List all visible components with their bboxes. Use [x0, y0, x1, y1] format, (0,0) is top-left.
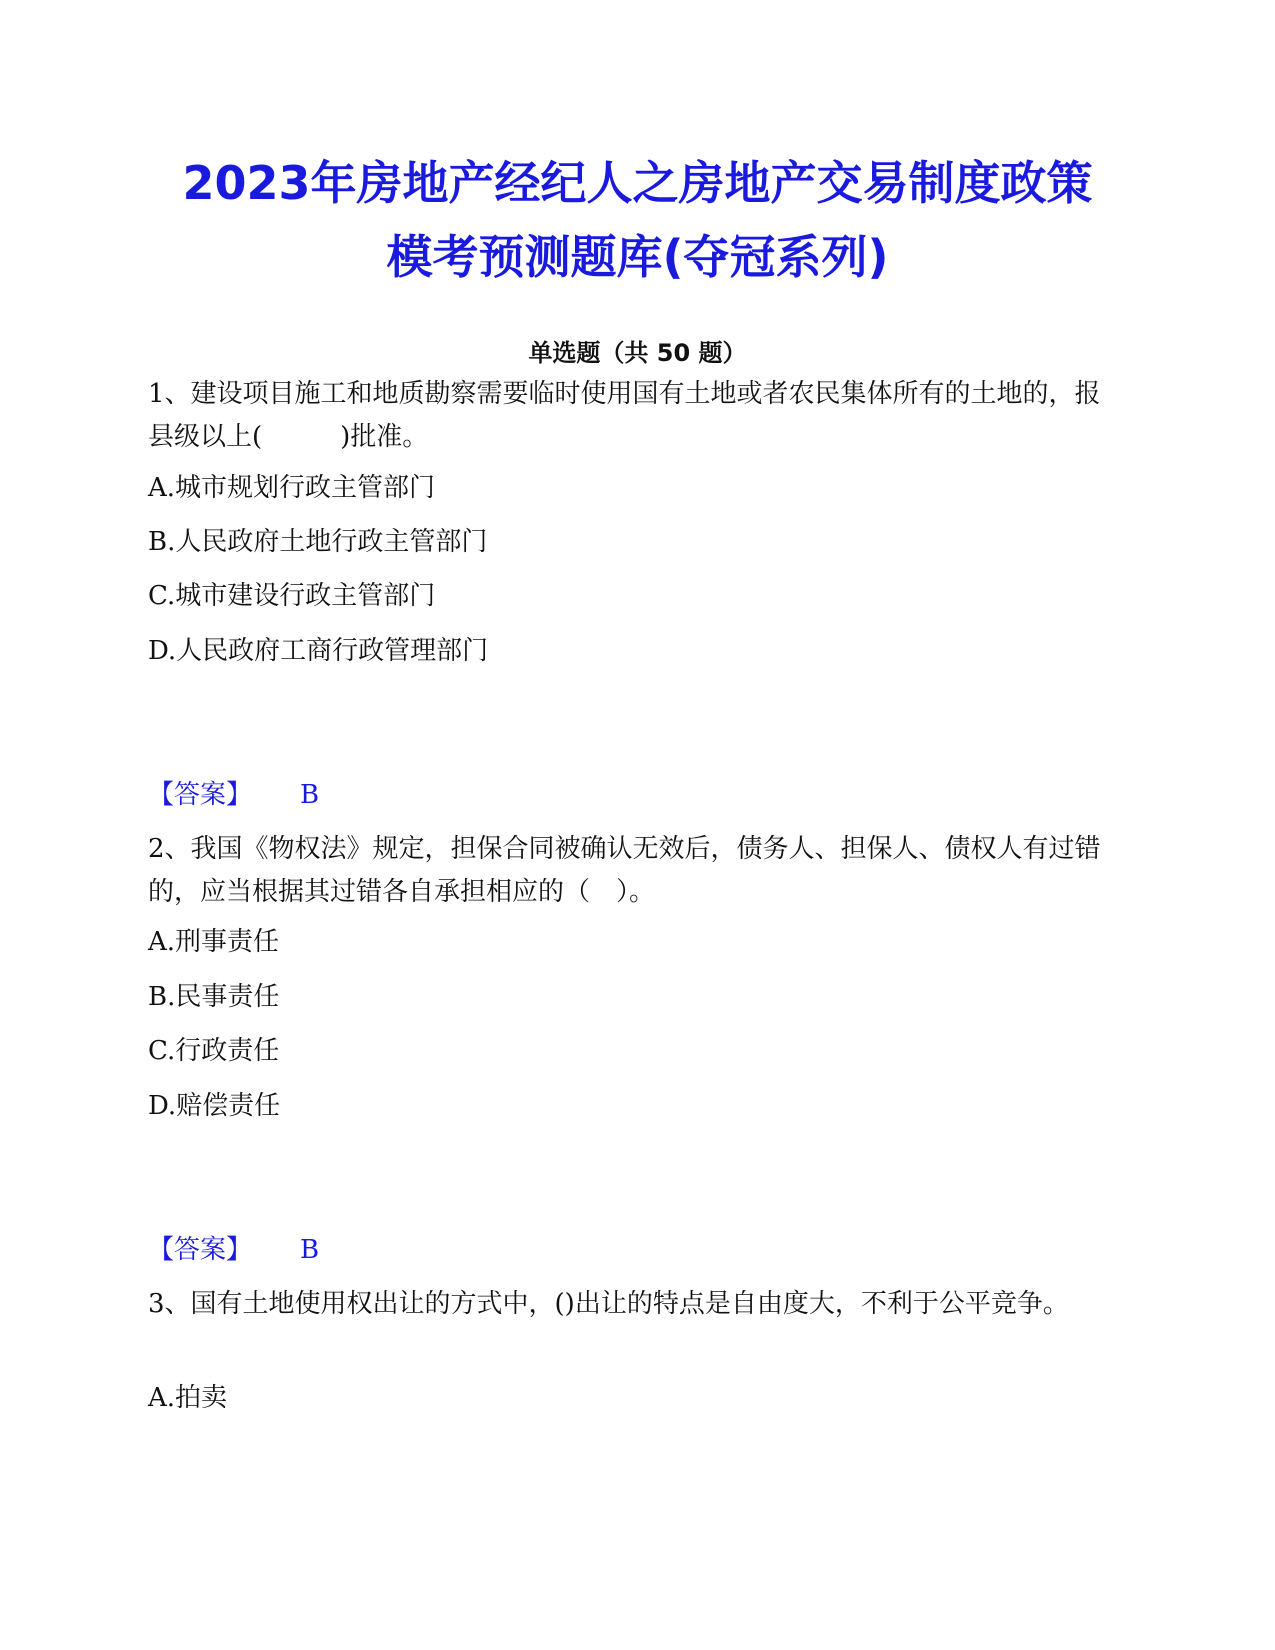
answer-value: B — [300, 1235, 320, 1265]
question-2-answer — [148, 1232, 319, 1268]
document-title — [120, 146, 1155, 294]
question-3-option-a: A.拍卖 — [148, 1383, 228, 1413]
question-1-option-b: B.人民政府土地行政主管部门 — [148, 527, 488, 557]
section-heading: 单选题（共 50 题） — [528, 339, 747, 367]
title-line-2: 模考预测题库(夺冠系列) — [386, 230, 889, 284]
title-line-1: 2023年房地产经纪人之房地产交易制度政策 — [182, 156, 1093, 210]
question-2-option-b: B.民事责任 — [148, 982, 280, 1012]
question-3-text: 3、国有土地使用权出让的方式中，()出让的特点是自由度大，不利于公平竞争。 — [148, 1289, 1069, 1319]
answer-label: 【答案】 — [148, 1235, 253, 1265]
question-1-option-a: A.城市规划行政主管部门 — [148, 473, 436, 503]
question-2-option-a: A.刑事责任 — [148, 927, 280, 957]
question-1-option-d: D.人民政府工商行政管理部门 — [148, 636, 489, 666]
question-1-answer — [148, 777, 319, 813]
question-2-option-d: D.赔偿责任 — [148, 1091, 281, 1121]
question-1-text: 1、建设项目施工和地质勘察需要临时使用国有土地或者农民集体所有的土地的，报县级以上( )批准。 — [148, 379, 1101, 452]
answer-label: 【答案】 — [148, 780, 253, 810]
question-2-text: 2、我国《物权法》规定，担保合同被确认无效后，债务人、担保人、债权人有过错的，应当根据其过错各自承担相应的（ ）。 — [148, 834, 1101, 907]
answer-value: B — [300, 780, 320, 810]
question-1-option-c: C.城市建设行政主管部门 — [148, 581, 436, 611]
question-2-option-c: C.行政责任 — [148, 1036, 280, 1066]
